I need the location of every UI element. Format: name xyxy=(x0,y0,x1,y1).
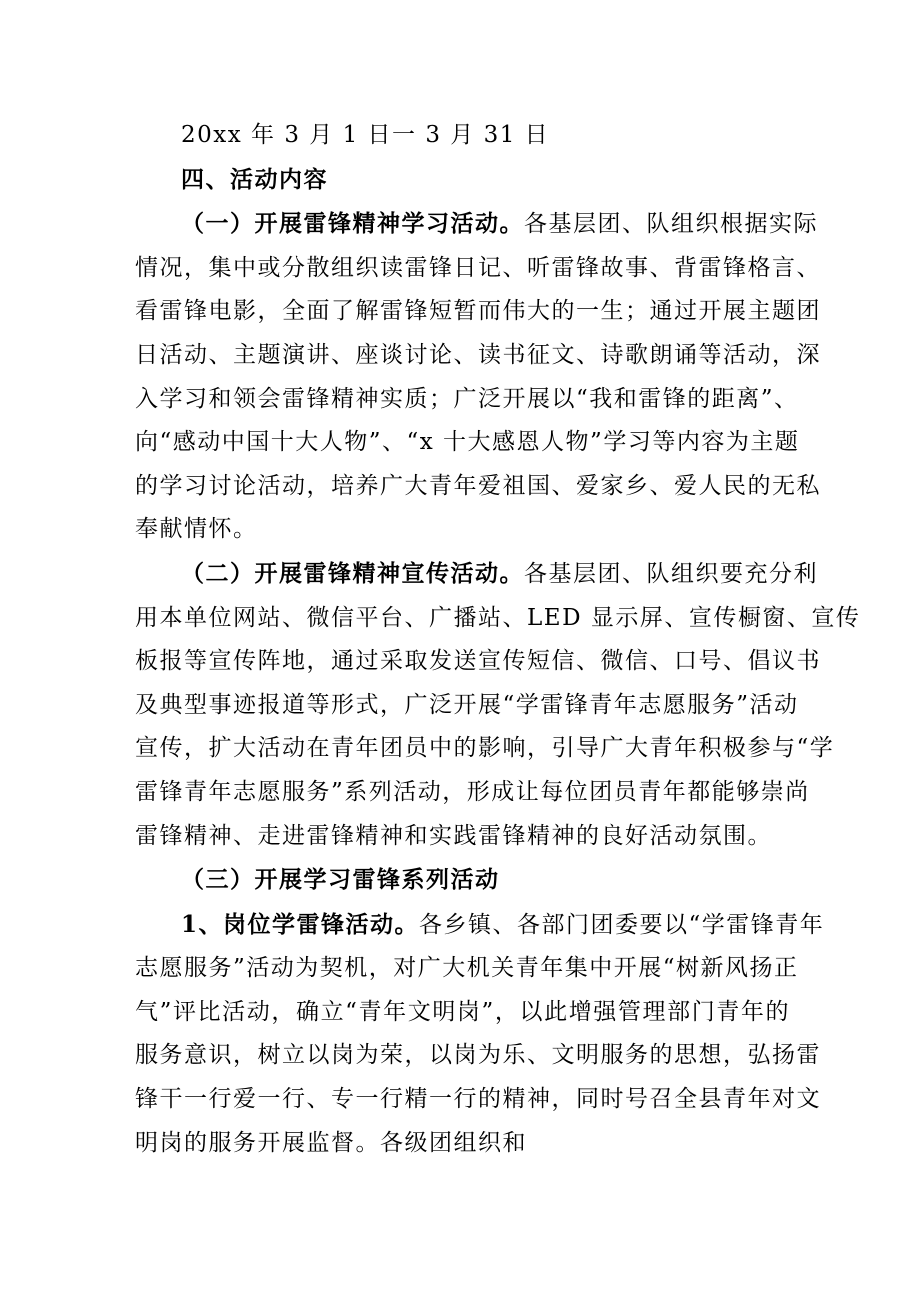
paragraph-publicity-activity xyxy=(135,552,861,858)
paragraph-line: 入学习和领会雷锋精神实质；广泛开展以“我和雷锋的距离”、 xyxy=(135,385,799,412)
section-heading-four xyxy=(135,158,790,203)
section-heading-three xyxy=(135,858,790,903)
paragraph-study-activity xyxy=(135,202,821,552)
paragraph-line: 雷锋青年志愿服务”系列活动，形成让每位团员青年都能够崇尚 xyxy=(135,778,810,805)
paragraph-line: 服务意识，树立以岗为荣，以岗为乐、文明服务的思想，弘扬雷 xyxy=(135,1042,821,1069)
paragraph-line: 奉献情怀。 xyxy=(135,516,258,543)
paragraph-line: 情况，集中或分散组织读雷锋日记、听雷锋故事、背雷锋格言、 xyxy=(135,254,821,281)
paragraph-text: 各乡镇、各部门团委要以“学雷锋青年 xyxy=(419,911,825,938)
paragraph-line: 锋干一行爱一行、专一行精一行的精神，同时号召全县青年对文 xyxy=(135,1086,821,1113)
paragraph-lead: （二）开展雷锋精神宣传活动。 xyxy=(181,559,524,587)
paragraph-line xyxy=(135,552,818,597)
section-four-text: 四、活动内容 xyxy=(181,165,328,193)
paragraph-line: 向“感动中国十大人物”、“x 十大感恩人物”学习等内容为主题 xyxy=(135,429,800,456)
paragraph-line xyxy=(135,202,818,247)
paragraph-text: 各基层团、队组织根据实际 xyxy=(524,211,818,238)
paragraph-post-activity xyxy=(135,903,825,1166)
paragraph-lead: （一）开展雷锋精神学习活动。 xyxy=(181,210,524,238)
paragraph-line: 雷锋精神、走进雷锋精神和实践雷锋精神的良好活动氛围。 xyxy=(135,822,772,849)
paragraph-line: 日活动、主题演讲、座谈讨论、读书征文、诗歌朗诵等活动，深 xyxy=(135,341,821,368)
section-three-text: （三）开展学习雷锋系列活动 xyxy=(181,866,500,894)
date-line: 20xx 年 3 月 1 日一 3 月 31 日 xyxy=(181,122,550,148)
paragraph-line: 的学习讨论活动，培养广大青年爱祖国、爱家乡、爱人民的无私 xyxy=(135,472,821,499)
paragraph-line xyxy=(135,903,825,948)
paragraph-lead: 1、岗位学雷锋活动。 xyxy=(181,910,420,938)
paragraph-line: 及典型事迹报道等形式，广泛开展“学雷锋青年志愿服务”活动 xyxy=(135,691,799,718)
paragraph-line: 用本单位网站、微信平台、广播站、LED 显示屏、宣传橱窗、宣传 xyxy=(135,604,861,631)
document-body xyxy=(135,114,861,1165)
paragraph-line: 板报等宣传阵地，通过采取发送宣传短信、微信、口号、倡议书 xyxy=(135,648,821,675)
paragraph-line: 气”评比活动，确立“青年文明岗”，以此增强管理部门青年的 xyxy=(135,998,790,1025)
paragraph-line: 看雷锋电影，全面了解雷锋短暂而伟大的一生；通过开展主题团 xyxy=(135,298,821,325)
paragraph-line: 宣传，扩大活动在青年团员中的影响，引导广大青年积极参与“学 xyxy=(135,735,835,762)
paragraph-line: 志愿服务”活动为契机，对广大机关青年集中开展“树新风扬正 xyxy=(135,955,799,982)
paragraph-text: 各基层团、队组织要充分利 xyxy=(524,560,818,587)
paragraph-line: 明岗的服务开展监督。各级团组织和 xyxy=(135,1129,527,1156)
